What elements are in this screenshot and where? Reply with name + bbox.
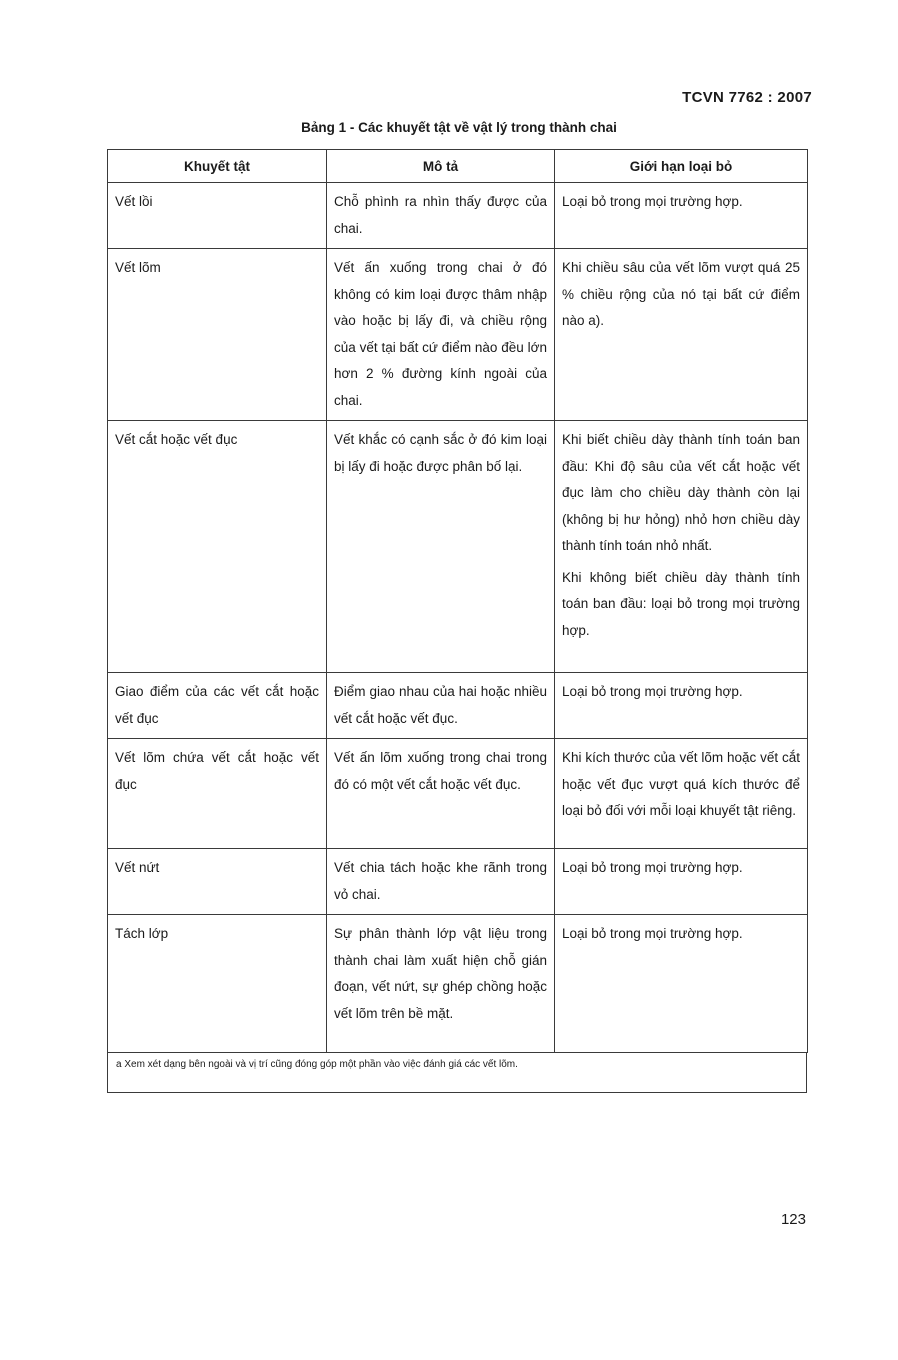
limit-text: Loại bỏ trong mọi trường hợp.: [562, 684, 743, 699]
table-row: [108, 249, 808, 421]
table-row: [108, 421, 808, 673]
limit-text: Khi kích thước của vết lõm hoặc vết cắt hoặc vết đục vượt quá kích thước để loại bỏ đối với mỗi loại khuyết tật riêng.: [562, 750, 800, 818]
description-cell: Chỗ phình ra nhìn thấy được của chai.: [327, 183, 555, 249]
limit-cell: [555, 183, 808, 249]
defect-cell: Vết cắt hoặc vết đục: [108, 421, 327, 673]
limit-cell: [555, 673, 808, 739]
defect-cell: Vết lõm: [108, 249, 327, 421]
defect-cell: Tách lớp: [108, 915, 327, 1053]
description-cell: Vết chia tách hoặc khe rãnh trong vỏ chai.: [327, 849, 555, 915]
limit-text: Loại bỏ trong mọi trường hợp.: [562, 926, 743, 941]
description-cell: Vết ấn xuống trong chai ở đó không có kim loại được thâm nhập vào hoặc bị lấy đi, và chiều rộng của vết tại bất cứ điểm nào đều lớn hơn 2 % đường kính ngoài của chai.: [327, 249, 555, 421]
table-header-row: [108, 150, 808, 183]
limit-text: Khi không biết chiều dày thành tính toán ban đầu: loại bỏ trong mọi trường hợp.: [562, 569, 800, 638]
column-header-limit: Giới hạn loại bỏ: [555, 150, 808, 183]
defects-table-container: [107, 149, 807, 1093]
description-cell: Sự phân thành lớp vật liệu trong thành chai làm xuất hiện chỗ gián đoạn, vết nứt, sự ghép chồng hoặc vết lõm trên bề mặt.: [327, 915, 555, 1053]
limit-text: Loại bỏ trong mọi trường hợp.: [562, 194, 743, 209]
limit-text: Khi biết chiều dày thành tính toán ban đầu: Khi độ sâu của vết cắt hoặc vết đục làm cho chiều dày thành còn lại (không bị hư hỏng) nhỏ hơn chiều dày thành tính toán nhỏ nhất.: [562, 432, 800, 553]
table-row: [108, 849, 808, 915]
limit-text: Loại bỏ trong mọi trường hợp.: [562, 860, 743, 875]
column-header-description: Mô tả: [327, 150, 555, 183]
limit-cell: [555, 421, 808, 673]
limit-cell: [555, 849, 808, 915]
defect-cell: Vết lõm chứa vết cắt hoặc vết đục: [108, 739, 327, 849]
page-number: 123: [780, 1211, 806, 1228]
column-header-defect: Khuyết tật: [108, 150, 327, 183]
description-cell: Điểm giao nhau của hai hoặc nhiều vết cắt hoặc vết đục.: [327, 673, 555, 739]
limit-text: Khi chiều sâu của vết lõm vượt quá 25 % chiều rộng của nó tại bất cứ điểm nào a).: [562, 260, 800, 328]
description-cell: Vết khắc có cạnh sắc ở đó kim loại bị lấy đi hoặc được phân bố lại.: [327, 421, 555, 673]
table-row: [108, 915, 808, 1053]
defect-cell: Giao điểm của các vết cắt hoặc vết đục: [108, 673, 327, 739]
document-code: TCVN 7762 : 2007: [682, 89, 812, 106]
table-row: [108, 183, 808, 249]
defect-cell: Vết nứt: [108, 849, 327, 915]
table-footnote: a Xem xét dạng bên ngoài và vị trí cũng đóng góp một phần vào việc đánh giá các vết lõm.: [107, 1053, 807, 1093]
description-cell: Vết ấn lõm xuống trong chai trong đó có một vết cắt hoặc vết đục.: [327, 739, 555, 849]
table-row: [108, 739, 808, 849]
defect-cell: Vết lồi: [108, 183, 327, 249]
limit-cell: [555, 915, 808, 1053]
limit-cell: [555, 249, 808, 421]
limit-cell: [555, 739, 808, 849]
table-row: [108, 673, 808, 739]
defects-table: [107, 149, 808, 1053]
table-title: Bảng 1 - Các khuyết tật về vật lý trong thành chai: [301, 120, 617, 135]
